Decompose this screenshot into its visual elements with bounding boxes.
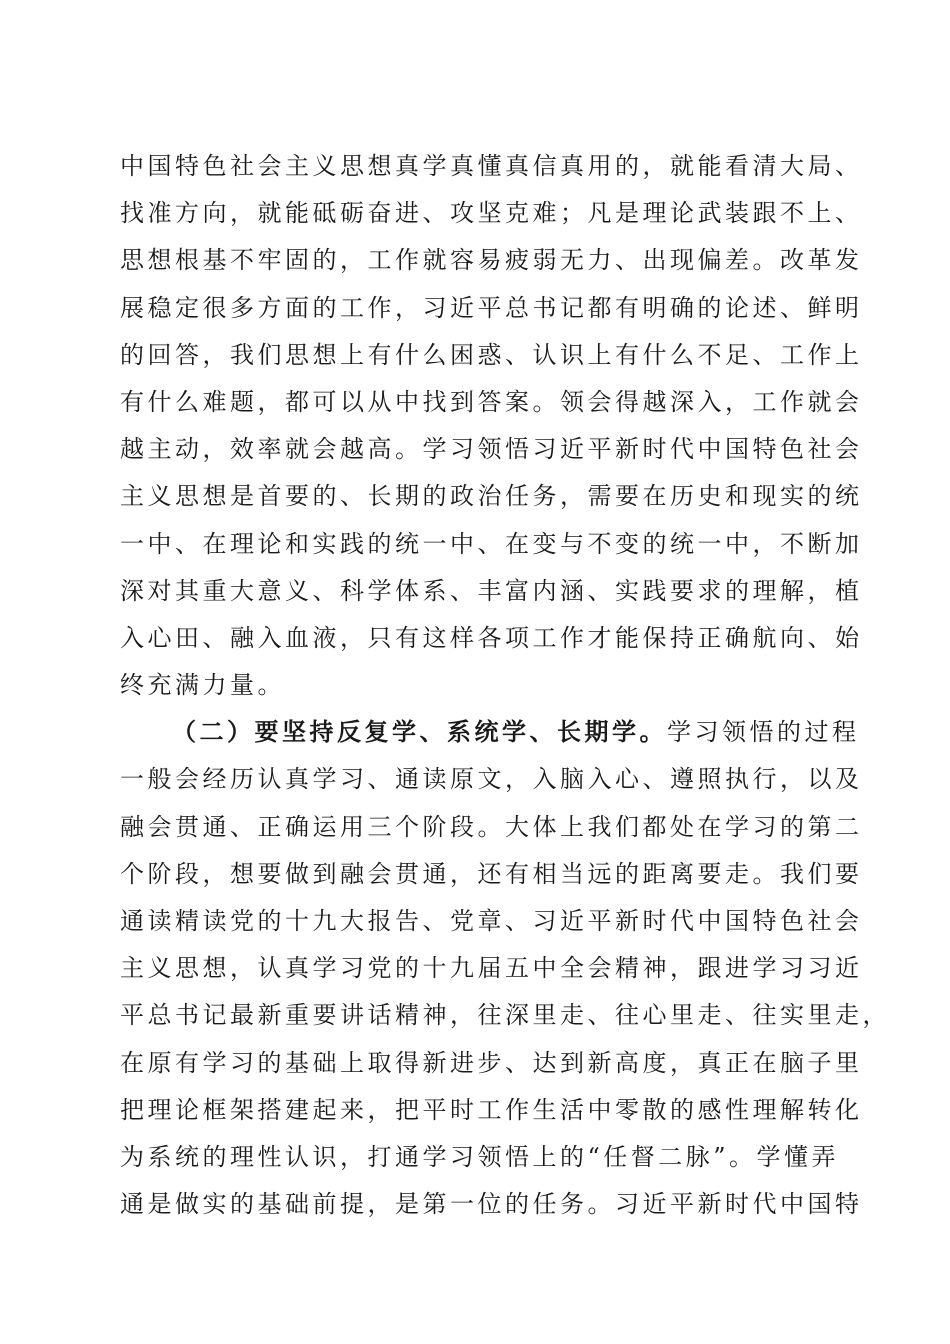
text-line: 找准方向，就能砥砺奋进、攻坚克难；凡是理论武装跟不上、 xyxy=(120,199,863,228)
text-line: 展稳定很多方面的工作，习近平总书记都有明确的论述、鲜明 xyxy=(120,293,863,322)
text-line: 一中、在理论和实践的统一中、在变与不变的统一中，不断加 xyxy=(120,529,863,558)
document-body xyxy=(120,146,890,1231)
text-line: 把理论框架搭建起来，把平时工作生活中零散的感性理解转化 xyxy=(120,1095,863,1124)
text-line: 思想根基不牢固的，工作就容易疲弱无力、出现偏差。改革发 xyxy=(120,246,863,275)
text-line: 主义思想，认真学习党的十九届五中全会精神，跟进学习习近 xyxy=(120,954,863,983)
text-line: 入心田、融入血液，只有这样各项工作才能保持正确航向、始 xyxy=(120,623,863,652)
text-line: 终充满力量。 xyxy=(120,671,285,700)
text-run: 学习领悟的过程 xyxy=(667,718,860,747)
text-line: 平总书记最新重要讲话精神，往深里走、往心里走、往实里走， xyxy=(120,1001,890,1030)
text-line: 在原有学习的基础上取得新进步、达到新高度，真正在脑子里 xyxy=(120,1048,863,1077)
text-line: 融会贯通、正确运用三个阶段。大体上我们都处在学习的第二 xyxy=(120,812,863,841)
text-line: 一般会经历认真学习、通读原文，入脑入心、遵照执行，以及 xyxy=(120,765,863,794)
text-line: 个阶段，想要做到融会贯通，还有相当远的距离要走。我们要 xyxy=(120,859,863,888)
section-heading: （二）要坚持反复学、系统学、长期学。 xyxy=(172,717,667,747)
text-line: 中国特色社会主义思想真学真懂真信真用的，就能看清大局、 xyxy=(120,152,863,180)
paragraph-2-first-line xyxy=(120,712,860,759)
text-line: 越主动，效率就会越高。学习领悟习近平新时代中国特色社会 xyxy=(120,435,863,464)
text-line: 通读精读党的十九大报告、党章、习近平新时代中国特色社会 xyxy=(120,907,863,935)
text-line: 为系统的理性认识，打通学习领悟上的“任督二脉”。学懂弄 xyxy=(120,1142,840,1171)
text-line: 的回答，我们思想上有什么困惑、认识上有什么不足、工作上 xyxy=(120,340,863,369)
paragraph-2 xyxy=(120,712,890,1231)
text-line: 有什么难题，都可以从中找到答案。领会得越深入，工作就会 xyxy=(120,387,863,416)
text-line: 深对其重大意义、科学体系、丰富内涵、实践要求的理解，植 xyxy=(120,576,863,605)
text-line: 通是做实的基础前提，是第一位的任务。习近平新时代中国特 xyxy=(120,1190,863,1219)
paragraph-1 xyxy=(120,146,863,712)
text-line: 主义思想是首要的、长期的政治任务，需要在历史和现实的统 xyxy=(120,482,863,511)
